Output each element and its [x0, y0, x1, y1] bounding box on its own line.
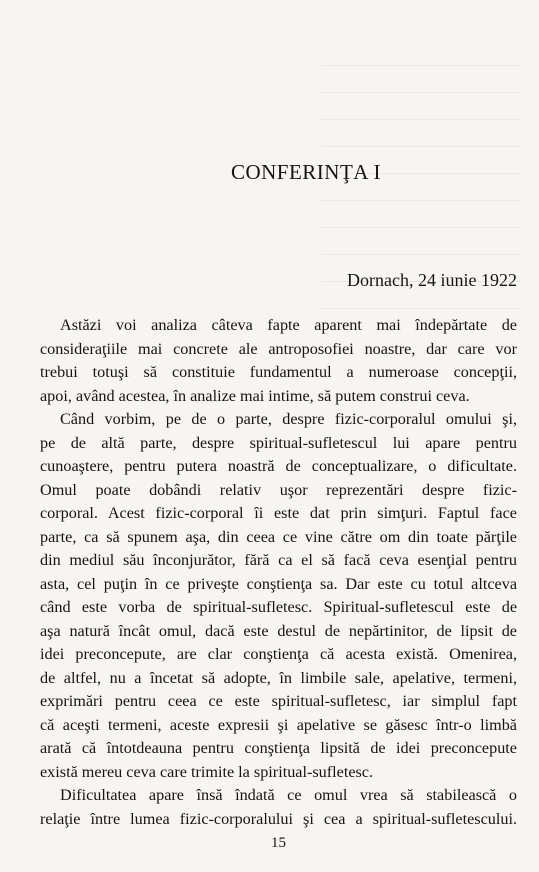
text-line: există mereu ceva care trimite la spiritual-sufletesc. [40, 762, 374, 781]
dateline: Dornach, 24 iunie 1922 [347, 270, 517, 290]
book-page [40, 0, 517, 872]
text-line: Când vorbim, pe de o parte, despre fizic-corporalul omului şi, [60, 410, 517, 428]
paragraph-2 [40, 408, 517, 784]
text-line: că aceşti termeni, aceste expresii şi apelative se găsesc într-o limbă [40, 715, 517, 734]
text-line: corporal. Acest fizic-corporal îi este dat prin simţuri. Faptul face [40, 504, 517, 522]
chapter-title: CONFERINŢA I [230, 160, 382, 184]
paragraph-1 [40, 314, 517, 408]
body-text [40, 314, 517, 831]
text-line: Omul poate dobândi relativ uşor reprezentări despre fizic- [40, 480, 517, 499]
text-line: idei preconcepute, are clar conştienţa că acesta există. Omenirea, [40, 645, 517, 663]
text-line: Astăzi voi analiza câteva fapte aparent mai îndepărtate de [60, 316, 517, 334]
text-line: asta, cel puţin în ce priveşte conştienţa sa. Dar este cu totul altceva [40, 574, 517, 593]
text-line: pe de altă parte, despre spiritual-sufletescul lui apare pentru [40, 433, 517, 452]
page-number: 15 [271, 835, 286, 851]
text-line: arată că întotdeauna pentru conştienţa lipsită de idei preconcepute [40, 739, 517, 757]
paragraph-3 [40, 784, 517, 831]
text-line: de altfel, nu a încetat să adopte, în limbile sale, apelative, termeni, [40, 668, 517, 687]
text-line: apoi, având acestea, în analize mai intime, să putem construi ceva. [40, 386, 470, 405]
text-line: trebui totuşi să constituie fundamentul a numeroase concepţii, [40, 363, 517, 381]
text-line: relaţie între lumea fizic-corporalului şi cea a spiritual-sufletescului. [40, 809, 517, 828]
text-line: consideraţiile mai concrete ale antroposofiei noastre, dar care vor [40, 339, 517, 358]
text-line: cunoaştere, pentru putera noastră de conceptualizare, o dificultate. [40, 457, 517, 475]
text-line: parte, ca să spunem aşa, din ceea ce vine către om din toate părţile [40, 527, 517, 546]
text-line: exprimări pentru ceea ce este spiritual-sufletesc, iar simplul fapt [40, 692, 517, 710]
text-line: din mediul său înconjurător, fără ca el să facă ceva esenţial pentru [40, 551, 517, 569]
text-line: când este vorba de spiritual-sufletesc. Spiritual-sufletescul este de [40, 598, 517, 616]
text-line: aşa natură încât omul, dacă este destul de nepărtinitor, de lipsit de [40, 621, 517, 640]
text-line: Dificultatea apare însă îndată ce omul vrea să stabilească o [60, 786, 517, 804]
